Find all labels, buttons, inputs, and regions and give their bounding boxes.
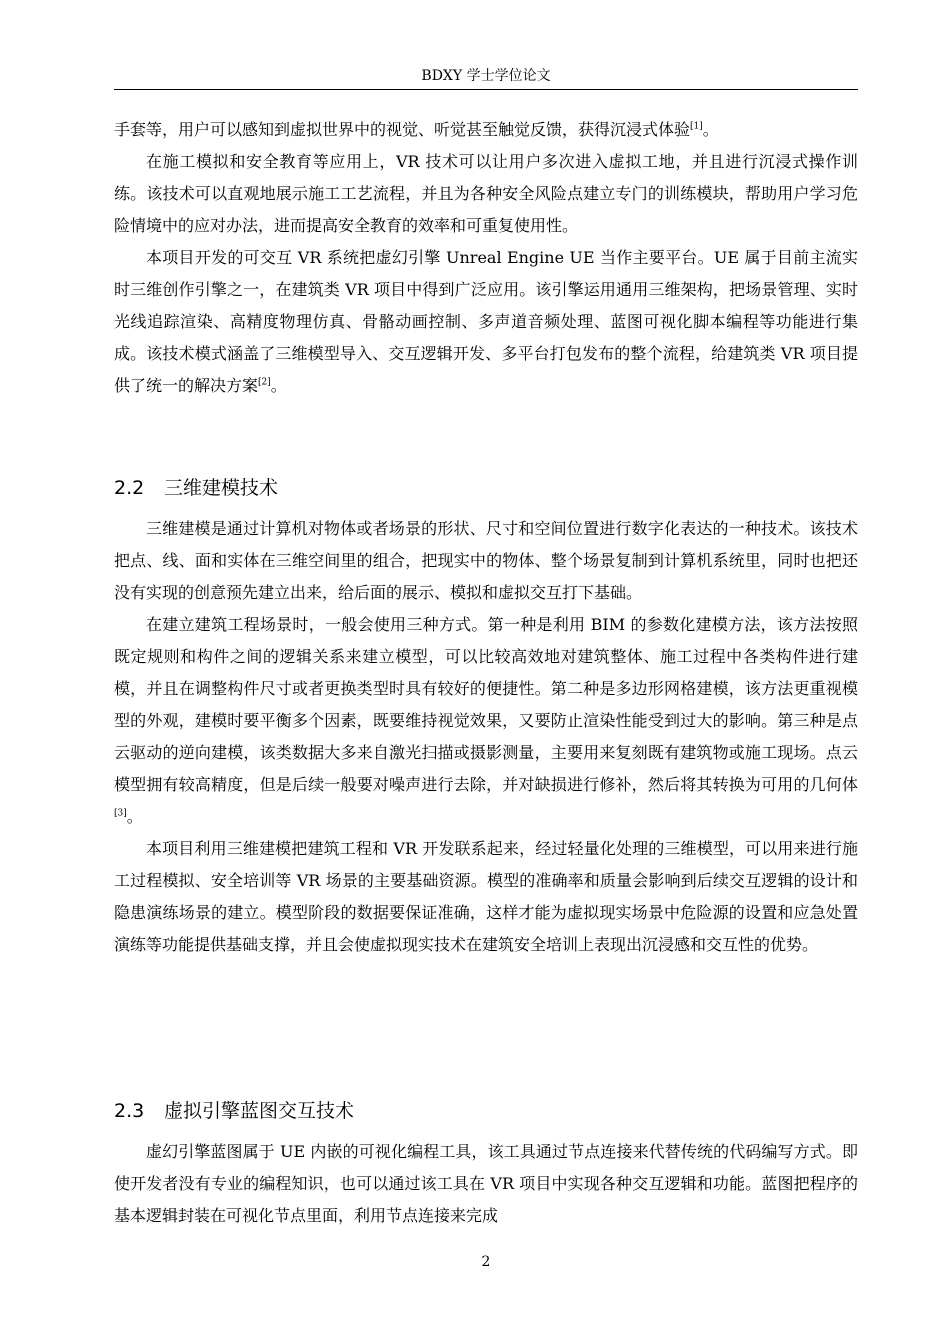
paragraph-text: 在建立建筑工程场景时，一般会使用三种方式。第一种是利用 BIM 的参数化建模方法，该方法按照既定规则和构件之间的逻辑关系来建立模型，可以比较高效地对建筑整体、施工过程中各类构件进行建模，并且在调整构件尺寸或者更换类型时具有较好的便捷性。第二种是多边形网格建模，该方法更重视模型的外观，建模时要平衡多个因素，既要维持视觉效果，又要防止渲染性能受到过大的影响。第三种是点云驱动的逆向建模，该类数据大多来自激光扫描或摄影测量，主要用来复刻既有建筑物或施工现场。点云模型拥有较高精度，但是后续一般要对噪声进行去除，并对缺损进行修补，然后将其转换为可用的几何体 xyxy=(114,615,858,794)
paragraph: 在施工模拟和安全教育等应用上，VR 技术可以让用户多次进入虚拟工地，并且进行沉浸式操作训练。该技术可以直观地展示施工工艺流程，并且为各种安全风险点建立专门的训练模块，帮助用户学习危险情境中的应对办法，进而提高安全教育的效率和可重复使用性。 xyxy=(114,152,858,235)
paragraph-text: 手套等，用户可以感知到虚拟世界中的视觉、听觉甚至触觉反馈，获得沉浸式体验 xyxy=(114,120,691,139)
page-number: 2 xyxy=(481,1254,491,1270)
paragraph: 虚幻引擎蓝图属于 UE 内嵌的可视化编程工具，该工具通过节点连接来代替传统的代码编写方式。即使开发者没有专业的编程知识，也可以通过该工具在 VR 项目中实现各种交互逻辑和功能。蓝图把程序的基本逻辑封装在可视化节点里面，利用节点连接来完成 xyxy=(114,1142,858,1225)
paragraph-end: 。 xyxy=(270,376,287,395)
section-2-2-body xyxy=(114,513,858,961)
paragraph-end: 。 xyxy=(126,807,143,826)
paragraph: 本项目利用三维建模把建筑工程和 VR 开发联系起来，经过轻量化处理的三维模型，可以用来进行施工过程模拟、安全培训等 VR 场景的主要基础资源。模型的准确率和质量会影响到后续交互逻辑的设计和隐患演练场景的建立。模型阶段的数据要保证准确，这样才能为虚拟现实场景中危险源的设置和应急处置演练等功能提供基础支撑，并且会使虚拟现实技术在建筑安全培训上表现出沉浸感和交互性的优势。 xyxy=(114,839,858,954)
running-header: BDXY 学士学位论文 xyxy=(421,68,551,84)
section-title: 虚拟引擎蓝图交互技术 xyxy=(164,1100,355,1122)
paragraph xyxy=(114,242,858,402)
section-heading-2-2 xyxy=(114,474,278,502)
section-2-3-body xyxy=(114,1136,858,1232)
citation-marker: [3] xyxy=(114,808,127,819)
paragraph xyxy=(114,114,858,146)
intro-text-block xyxy=(114,114,858,402)
section-number: 2.2 xyxy=(114,477,145,499)
header-rule xyxy=(114,89,858,90)
paragraph xyxy=(114,609,858,833)
citation-marker: [1] xyxy=(690,121,703,132)
section-number: 2.3 xyxy=(114,1100,145,1122)
paragraph-end: 。 xyxy=(702,120,719,139)
section-heading-2-3 xyxy=(114,1097,354,1125)
paragraph: 三维建模是通过计算机对物体或者场景的形状、尺寸和空间位置进行数字化表达的一种技术。该技术把点、线、面和实体在三维空间里的组合，把现实中的物体、整个场景复制到计算机系统里，同时也把还没有实现的创意预先建立出来，给后面的展示、模拟和虚拟交互打下基础。 xyxy=(114,519,858,602)
citation-marker: [2] xyxy=(258,377,271,388)
section-title: 三维建模技术 xyxy=(164,477,279,499)
paragraph-text: 本项目开发的可交互 VR 系统把虚幻引擎 Unreal Engine UE 当作主要平台。UE 属于目前主流实时三维创作引擎之一，在建筑类 VR 项目中得到广泛应用。该引擎运用通用三维架构，把场景管理、实时光线追踪渲染、高精度物理仿真、骨骼动画控制、多声道音频处理、蓝图可视化脚本编程等功能进行集成。该技术模式涵盖了三维模型导入、交互逻辑开发、多平台打包发布的整个流程，给建筑类 VR 项目提供了统一的解决方案 xyxy=(114,248,858,395)
